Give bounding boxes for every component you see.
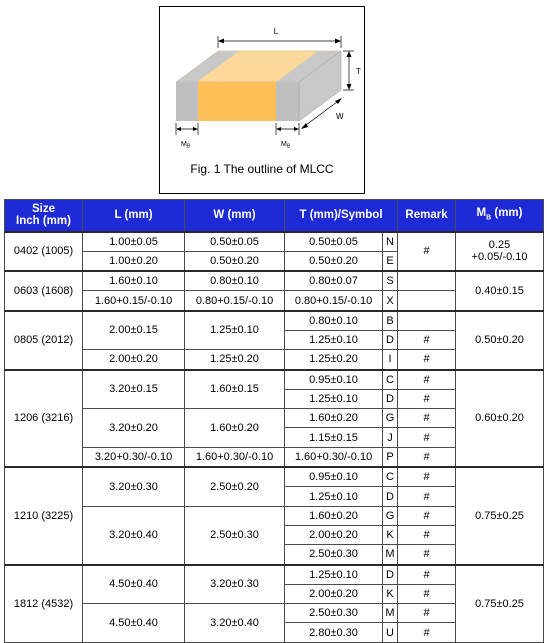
t-cell: 1.25±0.20 <box>285 350 383 370</box>
symbol-cell: X <box>383 291 398 311</box>
remark-cell <box>398 291 456 311</box>
table-row <box>5 311 544 331</box>
l-cell: 3.20±0.20 <box>83 409 185 448</box>
symbol-cell: M <box>383 604 398 623</box>
symbol-cell: D <box>383 565 398 585</box>
w-cell: 1.25±0.10 <box>185 311 285 350</box>
remark-cell: # <box>398 447 456 467</box>
header-remark: Remark <box>398 200 456 232</box>
symbol-cell: I <box>383 350 398 370</box>
l-cell: 2.00±0.15 <box>83 311 185 350</box>
header-l: L (mm) <box>83 200 185 232</box>
symbol-cell: P <box>383 447 398 467</box>
table-row <box>5 467 544 487</box>
l-cell: 3.20±0.30 <box>83 467 185 506</box>
t-cell: 2.00±0.20 <box>285 525 383 544</box>
w-cell: 3.20±0.40 <box>185 604 285 643</box>
size-cell: 0603 (1608) <box>5 271 83 311</box>
w-cell: 0.80+0.15/-0.10 <box>185 291 285 311</box>
symbol-cell: C <box>383 370 398 390</box>
size-cell: 1210 (3225) <box>5 467 83 564</box>
t-cell: 2.50±0.30 <box>285 604 383 623</box>
l-cell: 3.20+0.30/-0.10 <box>83 447 185 467</box>
mb-cell: 0.40±0.15 <box>456 271 544 311</box>
symbol-cell: D <box>383 487 398 506</box>
remark-cell: # <box>398 350 456 370</box>
t-cell: 1.25±0.10 <box>285 330 383 349</box>
symbol-cell: D <box>383 330 398 349</box>
t-cell: 0.80±0.07 <box>285 271 383 291</box>
w-cell: 1.60±0.20 <box>185 409 285 448</box>
t-cell: 0.80+0.15/-0.10 <box>285 291 383 311</box>
figure-box <box>159 6 365 194</box>
table-row <box>5 565 544 585</box>
w-cell: 1.60±0.15 <box>185 370 285 409</box>
symbol-cell: B <box>383 311 398 331</box>
size-cell: 1812 (4532) <box>5 565 83 643</box>
remark-cell: # <box>398 584 456 603</box>
header-size: Size Inch (mm) <box>5 200 83 232</box>
dim-mb-left-label: $M_B$ <box>181 141 191 150</box>
remark-cell: # <box>398 545 456 565</box>
l-cell: 1.00±0.20 <box>83 251 185 271</box>
w-cell: 2.50±0.30 <box>185 506 285 564</box>
t-cell: 1.60±0.20 <box>285 409 383 428</box>
remark-cell: # <box>398 565 456 585</box>
w-cell: 0.50±0.20 <box>185 251 285 271</box>
l-cell: 3.20±0.15 <box>83 370 185 409</box>
symbol-cell: K <box>383 525 398 544</box>
l-cell: 2.00±0.20 <box>83 350 185 370</box>
dim-l-label: L <box>273 27 279 36</box>
t-cell: 0.80±0.10 <box>285 311 383 331</box>
mlcc-size-table <box>4 199 544 643</box>
t-cell: 1.25±0.10 <box>285 565 383 585</box>
remark-cell: # <box>398 487 456 506</box>
w-cell: 1.60+0.30/-0.10 <box>185 447 285 467</box>
remark-cell: # <box>398 428 456 447</box>
w-cell: 2.50±0.20 <box>185 467 285 506</box>
table-header-row <box>5 200 544 232</box>
symbol-cell: E <box>383 251 398 271</box>
t-cell: 1.25±0.10 <box>285 389 383 408</box>
symbol-cell: M <box>383 545 398 565</box>
remark-cell: # <box>398 467 456 487</box>
t-cell: 0.95±0.10 <box>285 467 383 487</box>
header-t-symbol: T (mm)/Symbol <box>285 200 398 232</box>
table-row <box>5 271 544 291</box>
size-cell: 0805 (2012) <box>5 311 83 370</box>
symbol-cell: D <box>383 389 398 408</box>
remark-cell: # <box>398 330 456 349</box>
dim-mb-right-label: $M_B$ <box>281 141 291 150</box>
w-cell: 3.20±0.30 <box>185 565 285 604</box>
dim-t-label: T <box>356 67 361 76</box>
symbol-cell: K <box>383 584 398 603</box>
remark-cell: # <box>398 506 456 525</box>
symbol-cell: J <box>383 428 398 447</box>
remark-cell: # <box>398 389 456 408</box>
size-cell: 0402 (1005) <box>5 232 83 272</box>
size-cell: 1206 (3216) <box>5 370 83 467</box>
t-cell: 0.95±0.10 <box>285 370 383 390</box>
l-cell: 1.00±0.05 <box>83 232 185 252</box>
l-cell: 3.20±0.40 <box>83 506 185 564</box>
table-row <box>5 232 544 252</box>
remark-cell: # <box>398 232 456 272</box>
t-cell: 2.80±0.30 <box>285 623 383 642</box>
t-cell: 1.15±0.15 <box>285 428 383 447</box>
remark-cell: # <box>398 604 456 623</box>
header-mb: $M_B$ (mm) <box>456 200 544 232</box>
w-cell: 1.25±0.20 <box>185 350 285 370</box>
symbol-cell: G <box>383 506 398 525</box>
t-cell: 1.60±0.20 <box>285 506 383 525</box>
table-row <box>5 370 544 390</box>
mb-cell: 0.75±0.25 <box>456 565 544 643</box>
mb-cell: 0.60±0.20 <box>456 370 544 467</box>
t-cell: 0.50±0.05 <box>285 232 383 252</box>
t-cell: 2.50±0.30 <box>285 545 383 565</box>
w-cell: 0.50±0.05 <box>185 232 285 252</box>
t-cell: 2.00±0.20 <box>285 584 383 603</box>
l-cell: 1.60+0.15/-0.10 <box>83 291 185 311</box>
l-cell: 4.50±0.40 <box>83 604 185 643</box>
symbol-cell: U <box>383 623 398 642</box>
w-cell: 0.80±0.10 <box>185 271 285 291</box>
figure-caption: Fig. 1 The outline of MLCC <box>190 162 334 176</box>
symbol-cell: N <box>383 232 398 252</box>
remark-cell <box>398 311 456 331</box>
remark-cell: # <box>398 370 456 390</box>
mb-cell: 0.25 +0.05/-0.10 <box>456 232 544 272</box>
t-cell: 1.60+0.30/-0.10 <box>285 447 383 467</box>
symbol-cell: C <box>383 467 398 487</box>
remark-cell: # <box>398 409 456 428</box>
remark-cell: # <box>398 623 456 642</box>
mb-cell: 0.75±0.25 <box>456 467 544 564</box>
l-cell: 1.60±0.10 <box>83 271 185 291</box>
symbol-cell: G <box>383 409 398 428</box>
t-cell: 0.50±0.20 <box>285 251 383 271</box>
l-cell: 4.50±0.40 <box>83 565 185 604</box>
mb-cell: 0.50±0.20 <box>456 311 544 370</box>
remark-cell: # <box>398 525 456 544</box>
dim-w-label: W <box>336 112 344 121</box>
header-w: W (mm) <box>185 200 285 232</box>
symbol-cell: S <box>383 271 398 291</box>
remark-cell <box>398 271 456 291</box>
t-cell: 1.25±0.10 <box>285 487 383 506</box>
